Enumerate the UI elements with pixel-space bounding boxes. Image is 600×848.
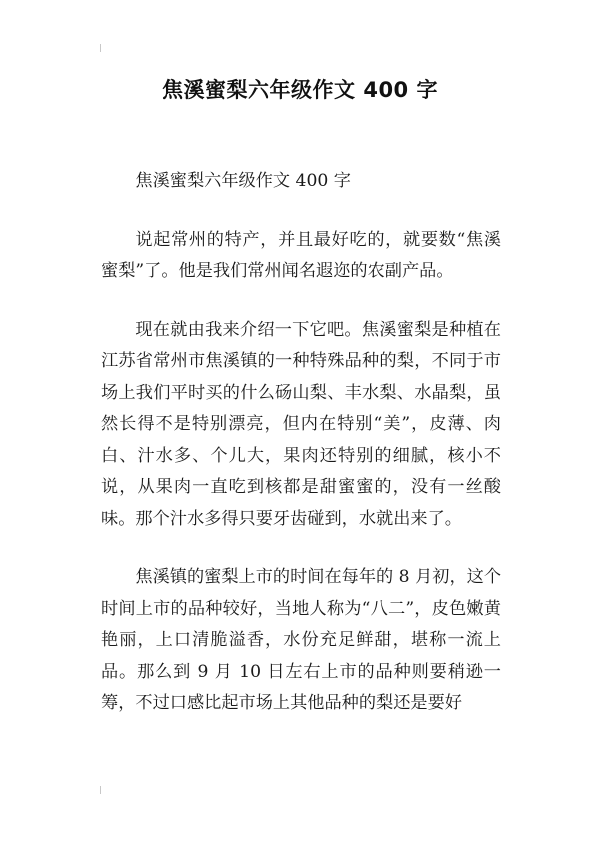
paragraph-description: 现在就由我来介绍一下它吧。焦溪蜜梨是种植在江苏省常州市焦溪镇的一种特殊品种的梨，不同于市场上我们平时买的什么砀山梨、丰水梨、水晶梨，虽然长得不是特别漂亮，但内在特别“美”，皮薄、肉白、汁水多、个儿大，果肉还特别的细腻，核小不说，从果肉一直吃到核都是甜蜜蜜的，没有一丝酸味。那个汁水多得只要牙齿碰到，水就出来了。 [101, 319, 501, 529]
document-title: 焦溪蜜梨六年级作文 400 字 [162, 78, 438, 102]
crop-mark-bottom [100, 786, 101, 794]
crop-mark-top [100, 44, 101, 52]
paragraph-subtitle: 焦溪蜜梨六年级作文 400 字 [135, 171, 351, 191]
document-body [101, 166, 501, 720]
paragraph-harvest: 焦溪镇的蜜梨上市的时间在每年的 8 月初，这个时间上市的品种较好，当地人称为“八二”，皮色嫩黄艳丽，上口清脆溢香，水份充足鲜甜，堪称一流上品。那么到 9 月 10 日左右上市的品种则要稍逊一筹，不过口感比起市场上其他品种的梨还是要好 [101, 567, 502, 713]
paragraph-intro: 说起常州的特产，并且最好吃的，就要数“焦溪蜜梨”了。他是我们常州闻名遐迩的农副产品。 [101, 229, 501, 281]
